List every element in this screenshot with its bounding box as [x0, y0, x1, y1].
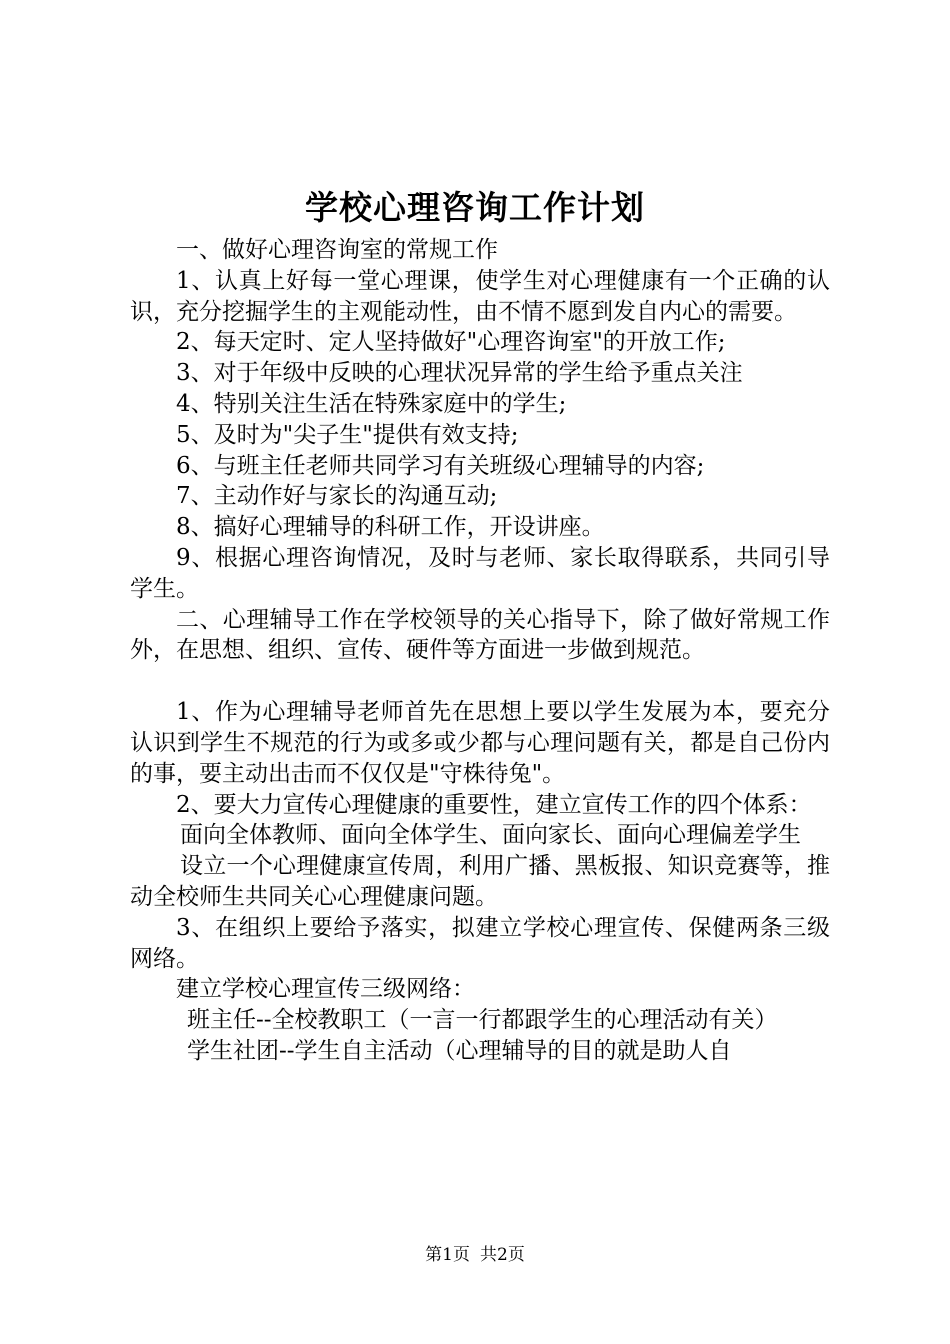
paragraph-network-teachers: 班主任--全校教职工（一言一行都跟学生的心理活动有关）	[187, 1007, 778, 1034]
page-number: 第1页	[425, 1245, 470, 1265]
paragraph-item-1: 1、认真上好每一堂心理课，使学生对心理健康有一个正确的认识，充分挖掘学生的主观能动性，由不情不愿到发自内心的需要。	[130, 267, 830, 325]
page-footer	[0, 1244, 950, 1266]
paragraph-audience: 面向全体教师、面向全体学生、面向家长、面向心理偏差学生	[180, 822, 801, 849]
section-heading-1: 一、做好心理咨询室的常规工作	[176, 237, 498, 263]
paragraph-item-8: 8、搞好心理辅导的科研工作，开设讲座。	[176, 514, 605, 541]
paragraph-promotion-week: 设立一个心理健康宣传周，利用广播、黑板报、知识竞赛等，推动全校师生共同关心心理健康问题。	[130, 853, 830, 910]
paragraph-item-4: 4、特别关注生活在特殊家庭中的学生;	[176, 390, 567, 417]
paragraph-sub-3: 3、在组织上要给予落实，拟建立学校心理宣传、保健两条三级网络。	[130, 914, 830, 972]
document-body	[130, 235, 830, 1067]
page-total: 共2页	[480, 1245, 525, 1265]
paragraph-item-6: 6、与班主任老师共同学习有关班级心理辅导的内容;	[176, 452, 705, 479]
paragraph-item-3: 3、对于年级中反映的心理状况异常的学生给予重点关注	[176, 360, 743, 387]
document-title: 学校心理咨询工作计划	[305, 188, 645, 227]
blank-line	[130, 666, 830, 697]
paragraph-network-students: 学生社团--学生自主活动（心理辅导的目的就是助人自	[187, 1037, 732, 1064]
paragraph-network-heading: 建立学校心理宣传三级网络：	[176, 976, 475, 1003]
paragraph-item-9: 9、根据心理咨询情况，及时与老师、家长取得联系，共同引导学生。	[130, 544, 830, 602]
paragraph-sub-1: 1、作为心理辅导老师首先在思想上要以学生发展为本，要充分认识到学生不规范的行为或多或少都与心理问题有关，都是自己份内的事，要主动出击而不仅仅是"守株待兔"。	[130, 699, 830, 787]
section-heading-2: 二、心理辅导工作在学校领导的关心指导下，除了做好常规工作外，在思想、组织、宣传、硬件等方面进一步做到规范。	[130, 606, 830, 664]
paragraph-item-7: 7、主动作好与家长的沟通互动;	[176, 483, 498, 510]
paragraph-item-2: 2、每天定时、定人坚持做好"心理咨询室"的开放工作;	[176, 329, 726, 356]
paragraph-sub-2: 2、要大力宣传心理健康的重要性，建立宣传工作的四个体系：	[176, 791, 812, 818]
paragraph-item-5: 5、及时为"尖子生"提供有效支持;	[176, 421, 519, 448]
